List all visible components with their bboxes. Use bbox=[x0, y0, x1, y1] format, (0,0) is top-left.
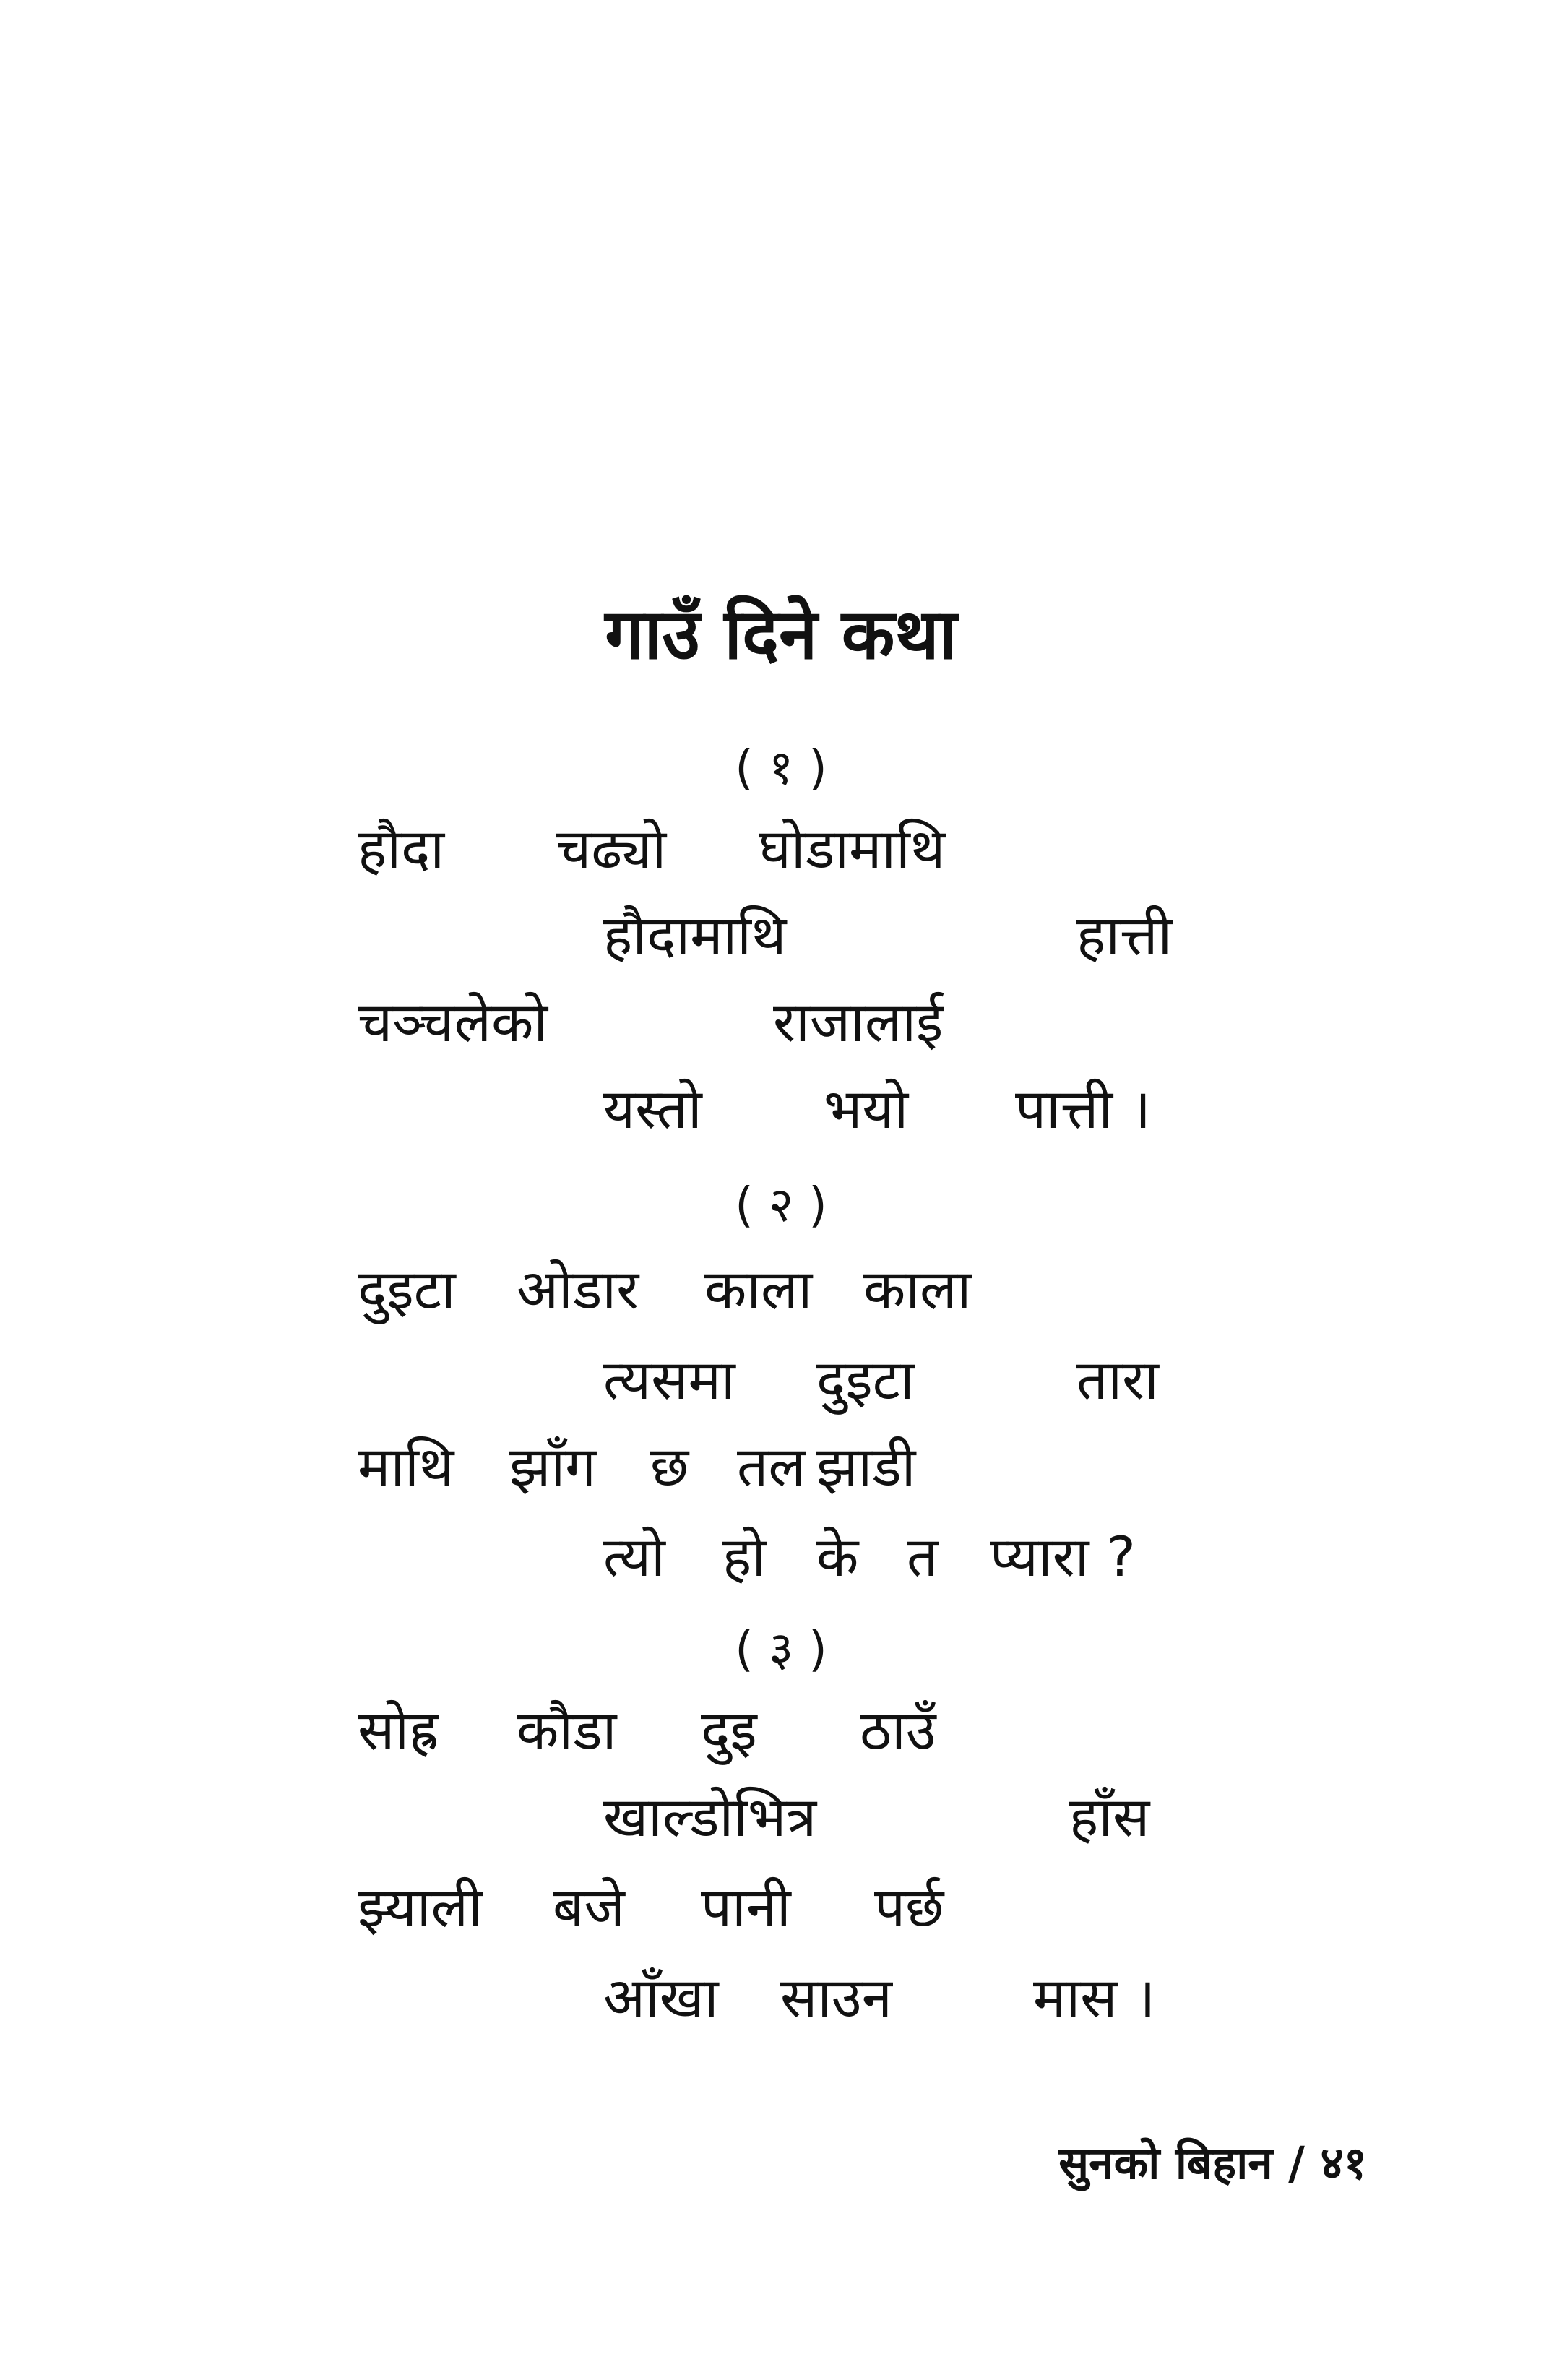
word: दुइटा bbox=[816, 1348, 915, 1412]
word: पर्छ bbox=[874, 1875, 944, 1939]
word: ओडार bbox=[517, 1257, 639, 1321]
word: चढ्यो bbox=[556, 816, 667, 881]
poem-title: गाउँ दिने कथा bbox=[605, 594, 957, 675]
word: त bbox=[907, 1525, 939, 1589]
word: खाल्डोभित्र bbox=[603, 1785, 817, 1849]
page-footer: सुनको बिहान / ४१ bbox=[1058, 2137, 1367, 2189]
word: प्यारा ? bbox=[990, 1525, 1136, 1589]
word: तल bbox=[737, 1434, 806, 1499]
word: दुइटा bbox=[358, 1257, 456, 1321]
word: भयो bbox=[824, 1077, 909, 1141]
stanza-number-3: ( ३ ) bbox=[735, 1621, 827, 1677]
word: राजालाई bbox=[773, 990, 944, 1054]
word: कौडा bbox=[517, 1698, 617, 1762]
word: ठाउँ bbox=[860, 1698, 936, 1762]
word: हात्ती bbox=[1076, 903, 1173, 967]
word: हो bbox=[722, 1525, 767, 1589]
word: चञ्चलेको bbox=[358, 990, 548, 1054]
word: दुइ bbox=[701, 1698, 757, 1762]
word: पात्ती । bbox=[1015, 1077, 1152, 1141]
word: आँखा bbox=[603, 1965, 719, 2030]
stanza-number-1: ( १ ) bbox=[735, 740, 827, 796]
word: बजे bbox=[553, 1875, 625, 1939]
word: मास । bbox=[1033, 1965, 1156, 2030]
word: झाँग bbox=[509, 1434, 596, 1499]
word: छ bbox=[650, 1434, 689, 1499]
word: त्यो bbox=[603, 1525, 665, 1589]
word: झ्याली bbox=[358, 1875, 483, 1939]
word: हौदामाथि bbox=[603, 903, 787, 967]
word: यस्तो bbox=[603, 1077, 702, 1141]
stanza-number-2: ( २ ) bbox=[735, 1177, 827, 1233]
word: सोह्र bbox=[358, 1698, 439, 1762]
word: पानी bbox=[701, 1875, 791, 1939]
word: हौदा bbox=[358, 816, 445, 881]
word: काला bbox=[704, 1257, 813, 1321]
word: साउन bbox=[780, 1965, 892, 2030]
word: त्यसमा bbox=[603, 1348, 735, 1412]
word: घोडामाथि bbox=[759, 816, 946, 881]
word: झाडी bbox=[816, 1434, 916, 1499]
word: काला bbox=[863, 1257, 972, 1321]
word: माथि bbox=[358, 1434, 454, 1499]
word: के bbox=[816, 1525, 859, 1589]
word: तारा bbox=[1076, 1348, 1159, 1412]
word: हाँस bbox=[1069, 1785, 1150, 1849]
